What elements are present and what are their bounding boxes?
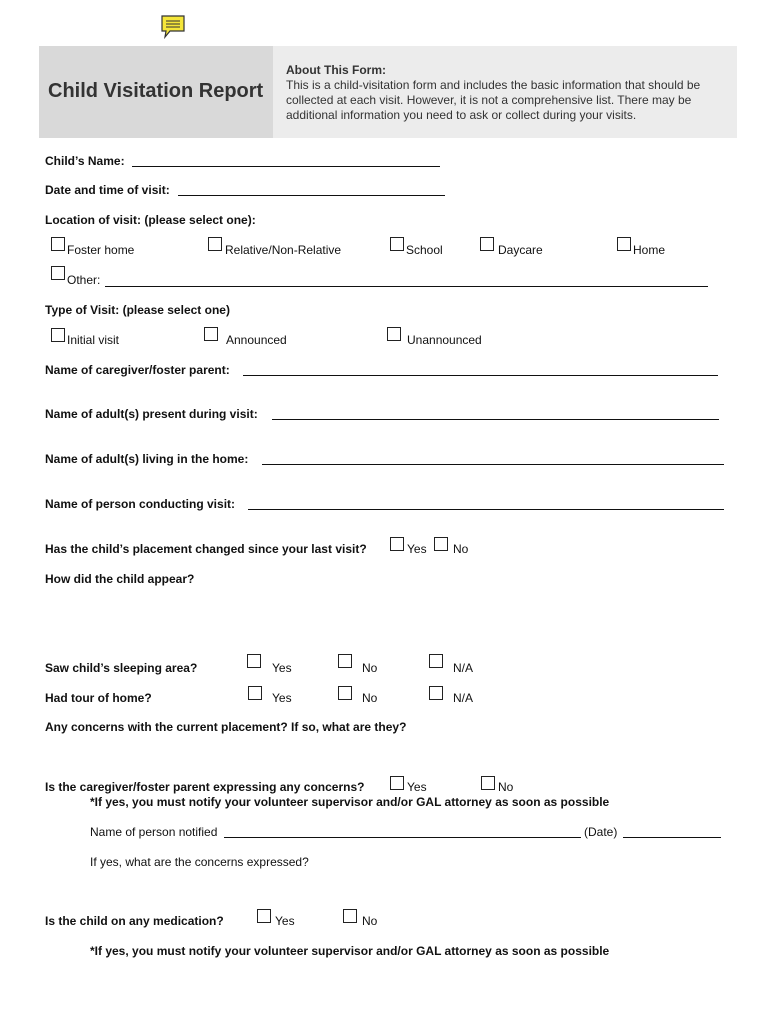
placement-yes-checkbox[interactable] (390, 537, 404, 551)
childs-name-label: Child’s Name: (45, 154, 125, 168)
school-checkbox[interactable] (390, 237, 404, 251)
caregiver-concerns-yes-label: Yes (407, 780, 427, 794)
daycare-label: Daycare (498, 243, 543, 257)
medication-yes-checkbox[interactable] (257, 909, 271, 923)
adults-present-field[interactable] (272, 419, 719, 420)
home-checkbox[interactable] (617, 237, 631, 251)
announced-checkbox[interactable] (204, 327, 218, 341)
adults-living-label: Name of adult(s) living in the home: (45, 452, 249, 466)
medication-yes-label: Yes (275, 914, 295, 928)
notify-note-2: *If yes, you must notify your volunteer supervisor and/or GAL attorney as soon as possible (90, 944, 610, 958)
medication-no-checkbox[interactable] (343, 909, 357, 923)
daycare-checkbox[interactable] (480, 237, 494, 251)
relative-label: Relative/Non-Relative (225, 243, 342, 257)
tour-yes-label: Yes (272, 691, 292, 705)
about-text: This is a child-visitation form and includes the basic information that should be collected at each visit. However, it is not a comprehensive list. There may be additional information you need to ask or collect during your visits. (286, 78, 701, 122)
tour-na-label: N/A (453, 691, 474, 705)
person-notified-label: Name of person notified (90, 825, 218, 839)
concerns-expressed-label: If yes, what are the concerns expressed? (90, 855, 309, 869)
unannounced-label: Unannounced (407, 333, 482, 347)
about-title: About This Form: (286, 63, 386, 77)
foster-home-checkbox[interactable] (51, 237, 65, 251)
caregiver-concerns-no-label: No (498, 780, 514, 794)
placement-yes-label: Yes (407, 542, 427, 556)
date-time-field[interactable] (178, 195, 445, 196)
relative-checkbox[interactable] (208, 237, 222, 251)
other-field[interactable] (105, 286, 708, 287)
other-checkbox[interactable] (51, 266, 65, 280)
sleeping-na-label: N/A (453, 661, 474, 675)
medication-label: Is the child on any medication? (45, 914, 224, 928)
tour-na-checkbox[interactable] (429, 686, 443, 700)
concerns-placement-label: Any concerns with the current placement? If so, what are they? (45, 720, 407, 734)
comment-note-icon[interactable] (160, 14, 186, 40)
page-title: Child Visitation Report (48, 80, 264, 102)
notify-note-1: *If yes, you must notify your volunteer supervisor and/or GAL attorney as soon as possible (90, 795, 610, 809)
sleeping-area-label: Saw child’s sleeping area? (45, 661, 198, 675)
caregiver-concerns-label: Is the caregiver/foster parent expressing any concerns? (45, 780, 365, 794)
notified-date-field[interactable] (623, 837, 721, 838)
child-appear-label: How did the child appear? (45, 572, 195, 586)
sleeping-yes-checkbox[interactable] (247, 654, 261, 668)
date-time-label: Date and time of visit: (45, 183, 170, 197)
sleeping-na-checkbox[interactable] (429, 654, 443, 668)
sleeping-no-checkbox[interactable] (338, 654, 352, 668)
caregiver-concerns-yes-checkbox[interactable] (390, 776, 404, 790)
sleeping-yes-label: Yes (272, 661, 292, 675)
person-conducting-field[interactable] (248, 509, 724, 510)
person-notified-field[interactable] (224, 837, 581, 838)
school-label: School (406, 243, 443, 257)
unannounced-checkbox[interactable] (387, 327, 401, 341)
tour-home-label: Had tour of home? (45, 691, 152, 705)
placement-no-label: No (453, 542, 469, 556)
other-label: Other: (67, 273, 101, 287)
placement-no-checkbox[interactable] (434, 537, 448, 551)
childs-name-field[interactable] (132, 166, 440, 167)
initial-visit-checkbox[interactable] (51, 328, 65, 342)
adults-living-field[interactable] (262, 464, 724, 465)
person-conducting-label: Name of person conducting visit: (45, 497, 236, 511)
tour-no-label: No (362, 691, 378, 705)
initial-visit-label: Initial visit (67, 333, 120, 347)
sleeping-no-label: No (362, 661, 378, 675)
caregiver-concerns-no-checkbox[interactable] (481, 776, 495, 790)
foster-home-label: Foster home (67, 243, 135, 257)
medication-no-label: No (362, 914, 378, 928)
tour-yes-checkbox[interactable] (248, 686, 262, 700)
placement-changed-label: Has the child’s placement changed since your last visit? (45, 542, 367, 556)
caregiver-label: Name of caregiver/foster parent: (45, 363, 230, 377)
home-label: Home (633, 243, 666, 257)
notified-date-label: (Date) (584, 825, 618, 839)
announced-label: Announced (226, 333, 287, 347)
adults-present-label: Name of adult(s) present during visit: (45, 407, 258, 421)
visit-type-label: Type of Visit: (please select one) (45, 303, 230, 317)
caregiver-field[interactable] (243, 375, 718, 376)
location-label: Location of visit: (please select one): (45, 213, 256, 227)
tour-no-checkbox[interactable] (338, 686, 352, 700)
